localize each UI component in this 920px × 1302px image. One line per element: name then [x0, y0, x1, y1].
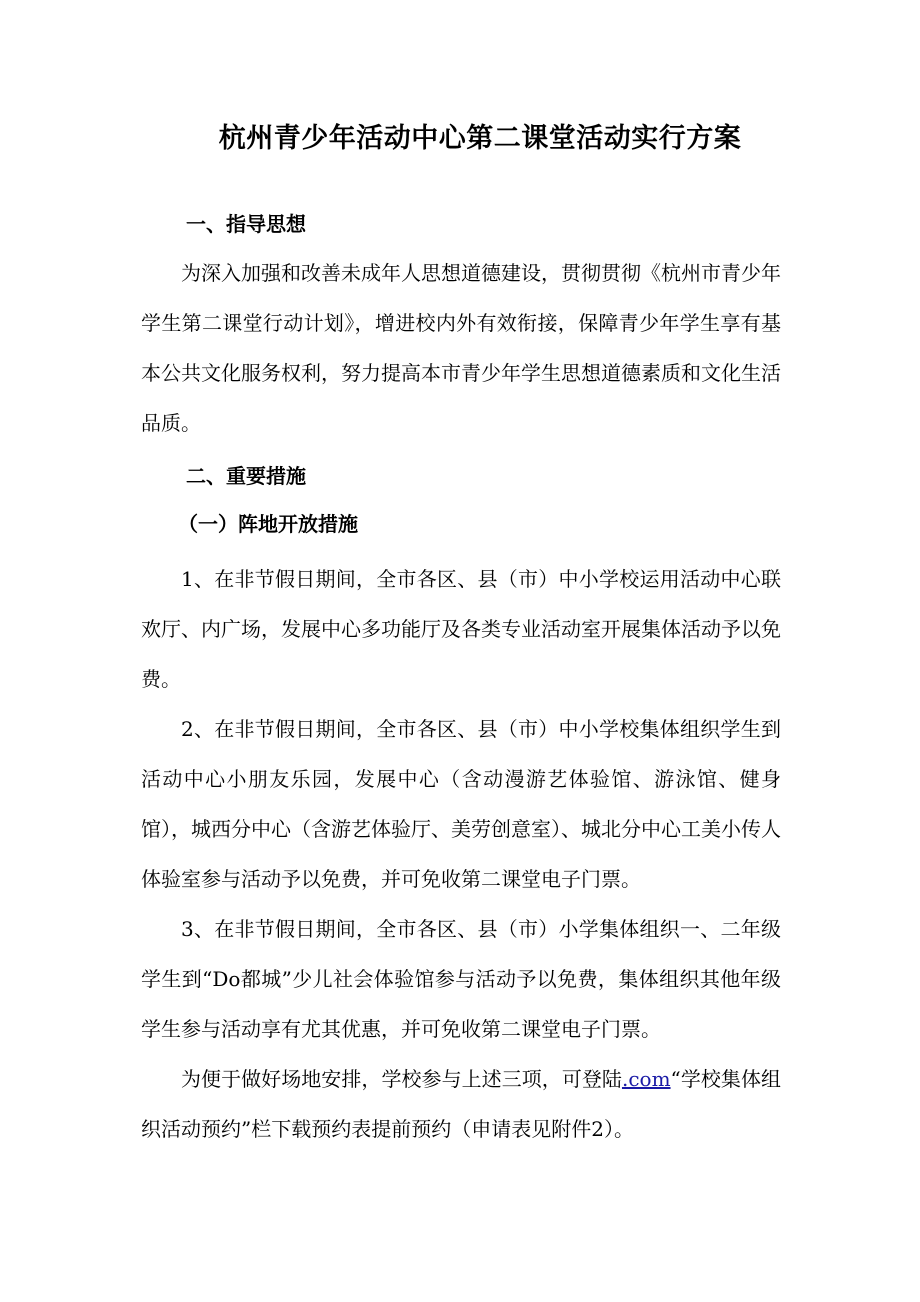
subheading-venue-opening-measures: （一）阵地开放措施: [178, 512, 358, 536]
paragraph-reservation-note: [141, 1054, 781, 1154]
reservation-note-text-end: “学校集体组织活动预约”栏下载预约表提前预约（申请表见附件2）。: [141, 1067, 781, 1141]
paragraph-item-2: 2、在非节假日期间，全市各区、县（市）中小学校集体组织学生到活动中心小朋友乐园，发展中心（含动漫游艺体验馆、游泳馆、健身馆），城西分中心（含游艺体验厅、美劳创意室）、城北分中心工美小传人体验室参与活动予以免费，并可免收第二课堂电子门票。: [141, 717, 781, 891]
website-link[interactable]: .com: [621, 1067, 671, 1091]
paragraph-item-1: 1、在非节假日期间，全市各区、县（市）中小学校运用活动中心联欢厅、内广场，发展中心多功能厅及各类专业活动室开展集体活动予以免费。: [141, 567, 781, 691]
document-title: 杭州青少年活动中心第二课堂活动实行方案: [218, 123, 742, 154]
section-heading-guiding-ideology: 一、指导思想: [186, 212, 306, 236]
section-heading-main-measures: 二、重要措施: [186, 464, 306, 488]
reservation-note-text-start: 为便于做好场地安排，学校参与上述三项，可登陆: [181, 1067, 622, 1091]
paragraph-item-3: 3、在非节假日期间，全市各区、县（市）小学集体组织一、二年级学生到“Do都城”少儿社会体验馆参与活动予以免费，集体组织其他年级学生参与活动享有尤其优惠，并可免收第二课堂电子门票。: [141, 917, 781, 1041]
paragraph-guiding-ideology: 为深入加强和改善未成年人思想道德建设，贯彻贯彻《杭州市青少年学生第二课堂行动计划》，增进校内外有效衔接，保障青少年学生享有基本公共文化服务权利，努力提高本市青少年学生思想道德素质和文化生活品质。: [141, 261, 781, 435]
